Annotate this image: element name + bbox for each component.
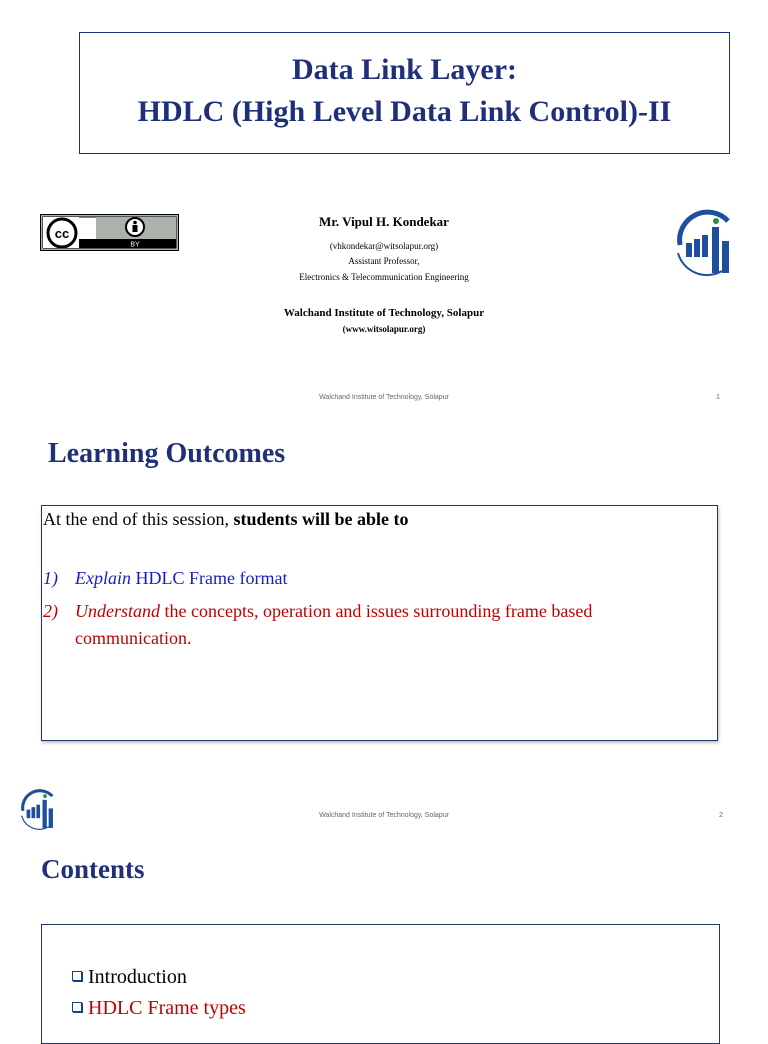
contents-item-label: Introduction: [88, 966, 187, 988]
contents-item-label: HDLC Frame types: [88, 997, 246, 1019]
author-email: (vhkondekar@witsolapur.org): [329, 241, 439, 251]
author-department: Electronics & Telecommunication Engineering: [299, 272, 469, 282]
learning-outcomes-heading: Learning Outcomes: [48, 438, 286, 469]
institute-logo-small: [18, 786, 56, 832]
intro-text: At the end of this session,: [43, 509, 234, 529]
square-bullet-icon: [72, 971, 82, 981]
intro-bold-text: students will be able to: [233, 509, 409, 529]
learning-outcomes-intro: [43, 509, 409, 530]
title-box: [79, 32, 730, 154]
author-name: Mr. Vipul H. Kondekar: [319, 214, 449, 229]
footer-institute: Walchand Institute of Technology, Solapur: [319, 812, 449, 819]
outcome-item: [43, 598, 711, 652]
outcome-text-continued: communication.: [75, 628, 192, 648]
contents-list-item: [72, 997, 246, 1020]
cc-by-license-badge: [40, 214, 179, 251]
contents-heading: Contents: [41, 854, 145, 884]
outcome-text: HDLC Frame format: [131, 568, 288, 588]
institute-logo: [672, 205, 734, 279]
outcome-number: 1): [43, 568, 58, 588]
outcome-number: 2): [43, 601, 58, 621]
by-label: BY: [130, 241, 140, 249]
slide-title-line1: Data Link Layer:: [292, 53, 517, 86]
contents-list-item: [72, 966, 187, 989]
outcome-text: the concepts, operation and issues surrounding frame based: [160, 601, 593, 621]
square-bullet-icon: [72, 1002, 82, 1012]
author-role: Assistant Professor,: [348, 256, 420, 266]
outcome-verb: Explain: [75, 568, 131, 588]
outcome-item: [43, 568, 287, 589]
institute-website: (www.witsolapur.org): [342, 324, 426, 334]
page-number: 1: [716, 394, 720, 401]
slide-title-line2: HDLC (High Level Data Link Control)-II: [137, 95, 672, 128]
cc-label: cc: [54, 226, 70, 241]
page-number: 2: [719, 812, 723, 819]
outcome-verb: Understand: [75, 601, 160, 621]
institute-name: Walchand Institute of Technology, Solapur: [283, 307, 485, 319]
footer-institute: Walchand Institute of Technology, Solapur: [319, 394, 449, 401]
